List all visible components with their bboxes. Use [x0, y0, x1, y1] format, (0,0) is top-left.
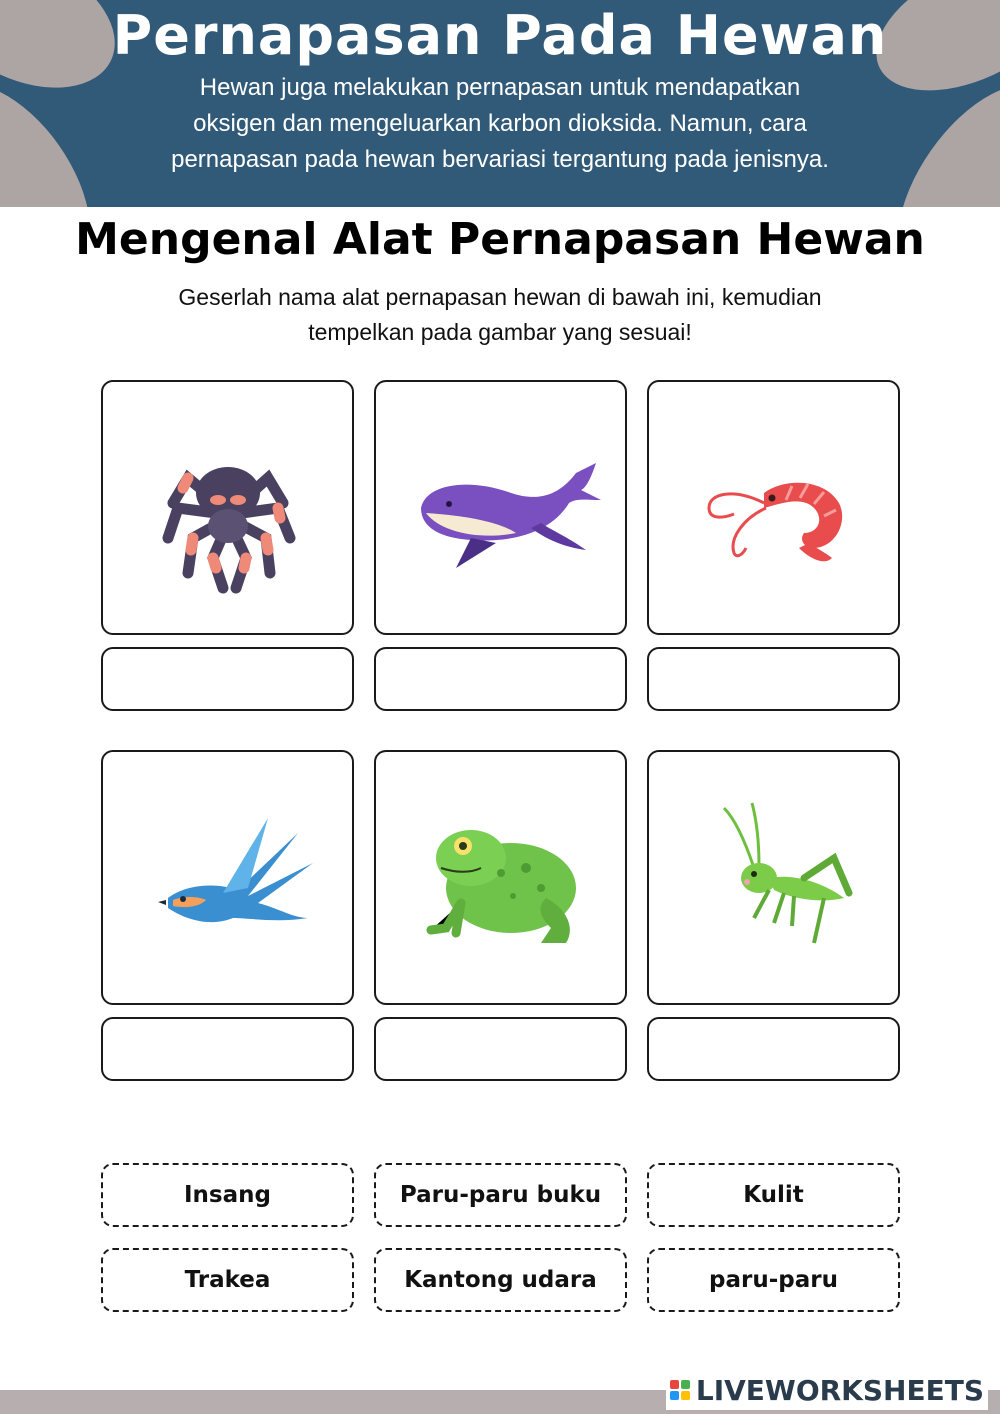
section-title: Mengenal Alat Pernapasan Hewan [75, 214, 925, 265]
answer-chip[interactable]: Kulit [647, 1163, 900, 1227]
brand-text: LIVEWORKSHEETS [695, 1373, 984, 1407]
frog-icon [401, 778, 601, 978]
animal-card-spider [101, 380, 354, 635]
intro-line: Hewan juga melakukan pernapasan untuk mendapatkan [199, 74, 801, 101]
bird-icon [128, 778, 328, 978]
answer-slot[interactable] [101, 647, 354, 711]
instruction-line: Geserlah nama alat pernapasan hewan di bawah ini, kemudian [178, 284, 822, 310]
answer-slot[interactable] [101, 1017, 354, 1081]
instruction-line: tempelkan pada gambar yang sesuai! [308, 319, 692, 345]
answer-chip[interactable]: Paru-paru buku [374, 1163, 627, 1227]
animal-card-grasshopper [647, 750, 900, 1005]
answer-chip[interactable]: Trakea [101, 1248, 354, 1312]
intro-text [80, 70, 920, 178]
brand-logo[interactable] [666, 1370, 988, 1410]
answer-slot[interactable] [647, 1017, 900, 1081]
animal-card-whale [374, 380, 627, 635]
animal-card-frog [374, 750, 627, 1005]
answer-chip[interactable]: paru-paru [647, 1248, 900, 1312]
answer-chip[interactable]: Kantong udara [374, 1248, 627, 1312]
header-banner [0, 0, 1000, 207]
answer-slot[interactable] [374, 647, 627, 711]
liveworksheets-icon [670, 1380, 690, 1400]
answer-slot[interactable] [647, 647, 900, 711]
intro-line: oksigen dan mengeluarkan karbon dioksida. Namun, cara [193, 110, 807, 137]
grasshopper-icon [674, 778, 874, 978]
page-title: Pernapasan Pada Hewan [112, 4, 888, 67]
spider-icon [128, 408, 328, 608]
animal-card-bird [101, 750, 354, 1005]
answer-slot[interactable] [374, 1017, 627, 1081]
instruction-text [90, 280, 910, 350]
shrimp-icon [674, 408, 874, 608]
animal-card-shrimp [647, 380, 900, 635]
answer-chip[interactable]: Insang [101, 1163, 354, 1227]
intro-line: pernapasan pada hewan bervariasi tergantung pada jenisnya. [171, 146, 829, 173]
whale-icon [401, 408, 601, 608]
